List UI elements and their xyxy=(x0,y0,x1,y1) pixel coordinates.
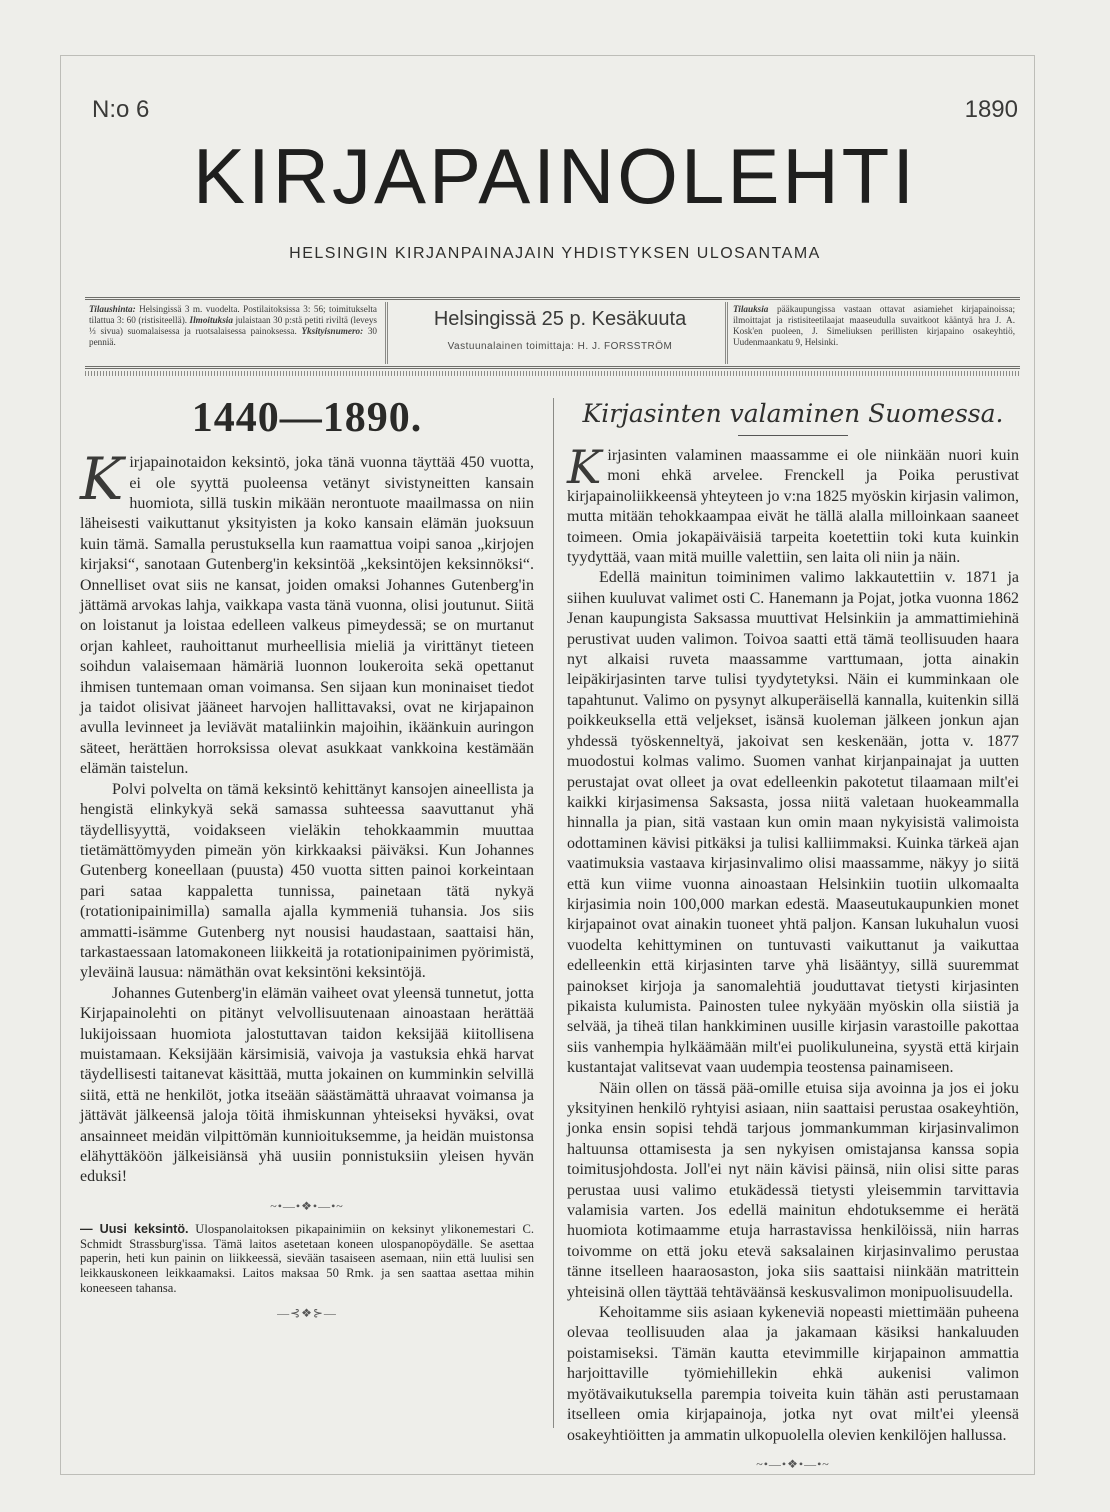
issue-number: N:o 6 xyxy=(92,96,150,123)
article-left-paragraph: Kirjapainotaidon keksintö, joka tänä vuonna täyttää 450 vuotta, ei ole syyttä puoleensa vetänyt sivistyneitten kansain huomiota, sillä tuskin mikään nerontuote maailmassa on niin läheisesti vaikuttanut yksityisten ja koko kansain elämän juoksuun kuin tämä. Samalla perustuksella kun raamattua voipi sanoa „kirjojen kirjaksi“, sanotaan Gutenberg'in keksintöä „keksintöjen keksinnöksi“. Onnelliset ovat siis ne kansat, joiden omaksi Johannes Gutenberg'in jättämä arvokas lahja, vaikkapa vasta tänä vuonna, olisi joutunut. Siitä on loistanut ja loistaa edelleen valkeus pimeydessä; se on murtanut orjan kahleet, rauhoittanut murheellisia mieliä ja virittänyt tieteen soihdun valaisemaan hämäriä luonnon loukeroita sekä opettanut ihmisen tuntemaan oman voimansa. Sen sijaan kun moninaiset tiedot ja taidot olisivat jääneet harvojen hallittavaksi, ovat ne kirjapainon avulla levinneet ja leviävät mataliinkin majoihin, ikäänkuin auringon säteet, herättäen horroksissa olevat asukkaat vankkoina kestämään elämän taistelun. xyxy=(80,445,534,778)
subscription-text: Helsingissä 3 m. vuodelta. Postilaitoksissa 3: 56; toimitukselta tilattua 3: 60 (ristisiteellä). xyxy=(89,304,377,325)
column-divider xyxy=(553,398,554,1428)
article-left-paragraph: Polvi polvelta on tämä keksintö kehittänyt kansojen aineellista ja hengistä elinkykyä sekä samassa suhteessa saavuttanut yhä täydellisyyttä, voidakseen vieläkin tehokkaammin muuttaa tietämättömyyden pimeän yön kirkkaaksi päiväksi. Kun Johannes Gutenberg koneellaan (puusta) 450 vuotta sitten painoi korkeintaan pari sataa kappaletta tunnissa, painetaan tätä nykyä (rotationipainimilla) samalla ajalla kymmeniä tuhansia. Jos siis ammatti-isämme Gutenberg nyt nousisi haudastaan, saattaisi hän, tarkastaessaan latomakoneen liikkeitä ja rotationipainimen pyörimistä, yleväinä lausua: nämäthän ovat keksintöni keksintöjä. xyxy=(80,780,534,982)
single-issue-text: 30 penniä. xyxy=(89,326,378,347)
masthead-subtitle: HELSINGIN KIRJANPAINAJAIN YHDISTYKSEN ULOSANTAMA xyxy=(289,245,821,262)
subscription-info xyxy=(89,304,377,348)
place-date: Helsingissä 25 p. Kesäkuuta xyxy=(433,308,687,330)
responsible-editor: Vastuunalainen toimittaja: H. J. FORSSTRÖM xyxy=(447,341,673,352)
info-divider-right xyxy=(725,302,728,364)
dropcap-letter: K xyxy=(567,440,602,494)
single-issue-label: Yksityisnumero: xyxy=(301,326,364,336)
orders-text: pääkaupungissa vastaan ottavat asiamiehet kirjapainoissa; ilmoittajat ja ristisiteetilaajat maaseudulla suvaitkoot kääntyä hra J. A. Kosk'en puoleen, J. Simeliuksen perillisten kirjapaino osakeyhtiö, Uudenmaankatu 9, Helsinki. xyxy=(733,304,1015,347)
end-ornament-right: ~•—•❖•—•~ xyxy=(756,1456,830,1471)
ads-label: Ilmoituksia xyxy=(189,315,233,325)
orders-label: Tilauksia xyxy=(733,304,769,314)
article-right-paragraph: Näin ollen on tässä pää-omille etuisa sija avoinna ja jos ei joku yksityinen henkilö ryhtyisi asiaan, niin saattaisi perustaa osakeyhtiön, jonka ensin sopisi tehdä tarjous jommankumman kirjasinvalimon haltuunsa ottamisesta ja sen nykyisen omistajansa kanssa sopia toimitusjohdosta. Joll'ei nyt näin kävisi päinsä, niin olisi sitte paras perustaa uusi valimo etukädessä tietysti yleisemmin tarvittavia valamisia varten. Jos edellä mainitun ehdotuksemme ei herätä huomiota kotimaamme etuja harrastavissa henkilöissä, niin harras toivomme on että joku etevä saksalainen kirjasinvalimo perustaa tänne itselleen haaraosaston, joka siis saattaisi niinkään matrittein yhteisinä ollen täyttää tehtäväänsä keskusvalimon monipuolisuudella. xyxy=(567,1079,1019,1301)
article-right xyxy=(567,395,1019,1480)
end-ornament-left: —⊰❖⊱— xyxy=(277,1306,337,1321)
info-divider-left xyxy=(385,302,388,364)
heading-rule xyxy=(738,435,848,436)
news-note xyxy=(80,1222,534,1295)
dropcap-letter: K xyxy=(80,445,124,514)
news-note-title: — Uusi keksintö. xyxy=(80,1222,189,1237)
article-left xyxy=(80,395,534,1330)
orders-info xyxy=(733,304,1015,348)
article-right-heading: Kirjasinten valaminen Suomessa. xyxy=(582,399,1004,428)
issue-year: 1890 xyxy=(964,96,1018,123)
section-ornament: ~•—•❖•—•~ xyxy=(270,1198,344,1213)
masthead-title: KIRJAPAINOLEHTI xyxy=(192,132,918,220)
news-note-text: Ulospanolaitoksen pikapainimiin on keksinyt ylikonemestari C. Schmidt Strassburg'issa. Tämä laitos asetetaan koneen ulospanopöydälle. Se asettaa paperin, heti kun painin on liikkeessä, sievään tasaiseen asemaan, niin että luulisi sen leikkauskoneen leikkaamaksi. Laitos maksaa 50 Rmk. ja sen saattaa asettaa mihin koneeseen tahansa. xyxy=(80,1222,534,1295)
article-right-paragraph: Edellä mainitun toiminimen valimo lakkautettiin v. 1871 ja siihen kuuluvat valimet osti C. Hanemann ja Pojat, jotka vuonna 1862 Jenan kaupungista Saksassa muuttivat Helsinkiin ja ammattimiehinä perustivat uuden valimon. Toivoa saatti että tämä teollisuuden haara nyt alkaisi ruveta maassamme varttumaan, jotta ainakin leipäkirjasinten tarve tulisi tyydytetyksi. Näin ei kumminkaan ole tapahtunut. Valimo on pysynyt alkuperäisellä kannalla, kuitenkin sillä poikkeuksella että veljekset, isänsä kuoleman jälkeen jonkun ajan yhdessä työskenneltyä, jakoivat sen keskenään, jotta v. 1877 muodostui kolmas valimo. Suomen vanhat kirjanpainajat ja uutten perustajat ovat olleet ja ovat edelleenkin pakotetut tilaamaan milt'ei kaikki kirjasimensa Saksasta, jossa niitä valetaan huokeammalla hinnalla ja pian, sitä vastaan kun omin maan nykyisistä valimoista odottaminen kävisi pitkäksi ja tulisi kalliimmaksi. Kuinka tärkeä ajan vaatimuksia vastaava kirjasinvalimo olisi maassamme, näkyy jo siitä että kun viime vuonna ainoastaan Helsinkiin tuotiin ulkomaalta kirjasimia noin 100,000 markan edestä. Maaseutukaupunkien monet kirjapainot ovat ainakin tuoneet yhtä paljon. Kansan lukuhalun vuosi vuodelta kehittyminen on tuntuvasti vaikuttanut ja vaikuttaa edelleenkin että kirjasinten tarve yhä lisääntyy, sillä suuremmat painokset kirjoja ja sanomalehtiä jouduttavat tietysti kirjasinten pikaista kulumista. Painosten tulee nykyään myöskin olla siistiä ja selvää, ja tiheä tilan hankkiminen uusille kirjasin varastoille pakottaa siis vanhempia hylkäämään milt'ei puolikuluneina, syystä että kirjain kustantajat valitsevat vaan uudempia teostensa painamiseen. xyxy=(567,569,1019,1077)
subscription-label: Tilaushinta: xyxy=(89,304,136,314)
article-left-paragraph: Johannes Gutenberg'in elämän vaiheet ovat yleensä tunnetut, jotta Kirjapainolehti on pitänyt velvollisuutenaan ainoastaan herättää lukijoissaan huomiota jalostuttavan taidon keksijää kiitollisena muistamaan. Keksijään kärsimisiä, vaivoja ja vastuksia ehkä harvat täydellisesti taitanevat käsittää, mutta jokainen on kumminkin selvillä siitä, että ne henkilöt, jotka itseään säästämättä uhraavat voimansa ja jättävät jälkeensä jaloja töitä ihmiskunnan yhteiseksi hyväksi, ovat ansainneet meidän vilpittömän kunnioituksemme, ja heidän muistonsa elähyttäköön jälkeisiänsä yhä uusiin ponnistuksiin yleisen hyvän eduksi! xyxy=(80,984,535,1186)
article-right-paragraph: Kirjasinten valaminen maassamme ei ole niinkään nuori kuin moni ehkä arvelee. Frenckell ja Poika perustivat kirjapainoliikkeensä yhteyteen jo v:na 1825 myöskin kirjasin valimon, mutta mitään tehokkaampaa eivät he tällä alalla milloinkaan saaneet toimeen. Omia jokapäiväisiä tarpeita koetettiin toki kuta kuinkin tyydyttää, vaan mitä muille valettiin, sen laita oli niin ja näin. xyxy=(567,440,1019,567)
article-right-paragraph: Kehoitamme siis asiaan kykeneviä nopeasti miettimään puheena olevaa teollisuuden alaa ja jakamaan käsiksi hankaluuden poistamiseksi. Tämän kautta etevimmille kirjapainon ammattia harjoittaville työmiehillekin ehkä aukenisi valimon myötävaikutuksella parempia toiveita kuin tähän asti perustamaan itselleen omia kirjapainoja, jotka nyt ovat milt'ei yleensä osakeyhtiöitten ja ammatin ulkopuolella olevien kenkilöjen hallussa. xyxy=(567,1304,1019,1444)
place-date-block xyxy=(395,308,725,352)
article-left-heading: 1440—1890. xyxy=(191,395,423,441)
ads-text: julaistaan 30 p:stä petiti riviltä (leveys ⅓ sivua) suomalaisessa ja ruotsalaisessa painoksessa. xyxy=(89,315,377,336)
info-bar xyxy=(85,297,1020,369)
decorative-strip xyxy=(85,371,1020,376)
